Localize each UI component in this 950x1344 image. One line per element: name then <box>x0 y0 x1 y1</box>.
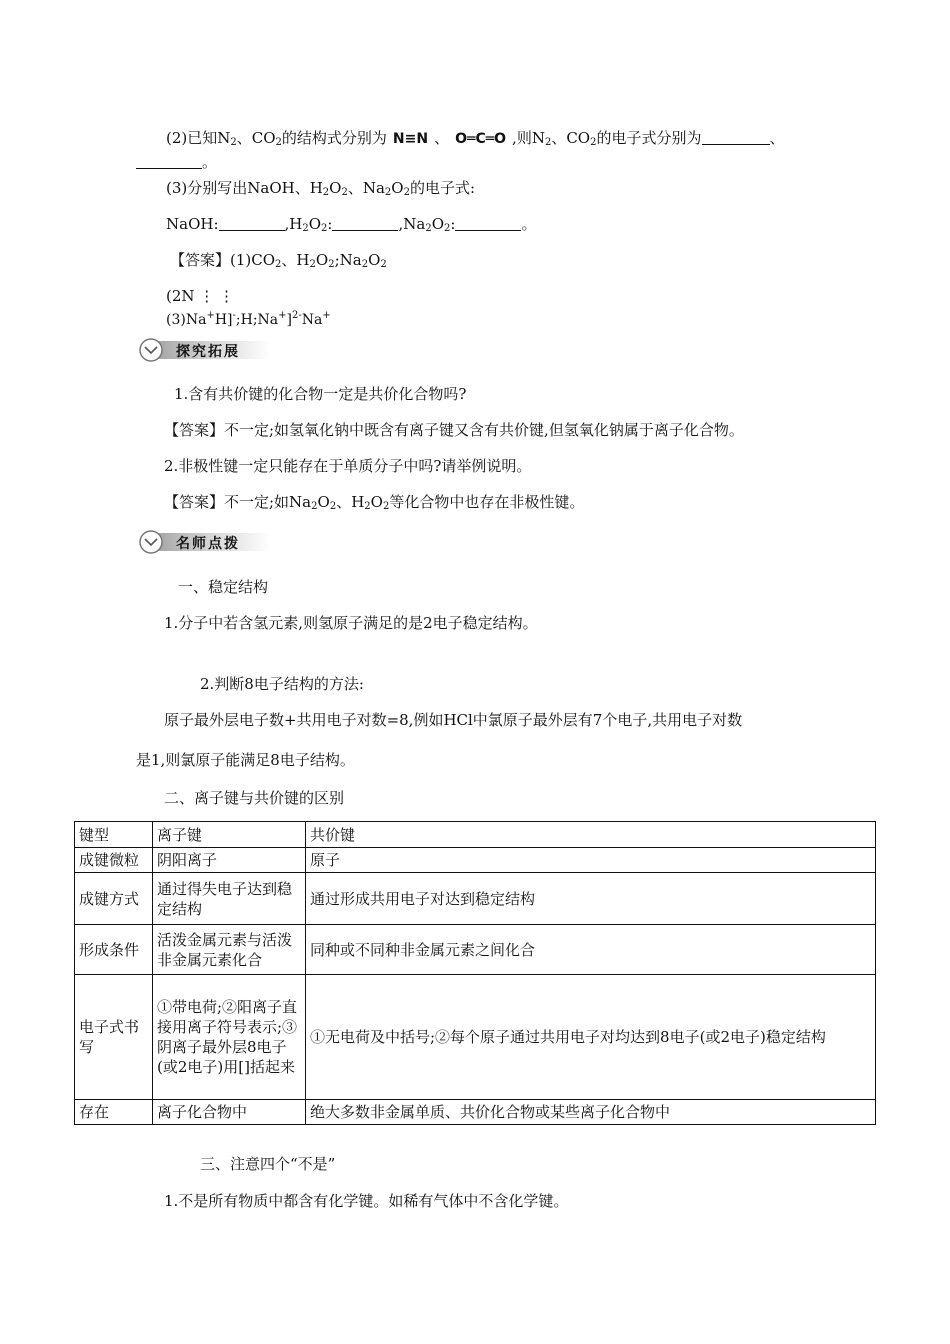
tip-paragraph-3b: 是1,则氯原子能满足8电子结构。 <box>136 751 355 769</box>
answer-blank[interactable] <box>332 216 398 231</box>
answer-line-1: 【答案】$(1)CO_2$、$H_2O_2;Na_2O_2$ <box>170 251 387 270</box>
table-row <box>75 848 876 873</box>
question-3-title: (3)分别写出NaOH、$H_2O_2$、$Na_2O_2$的电子式: <box>166 179 476 198</box>
explore-question-2: 2.非极性键一定只能存在于单质分子中吗?请举例说明。 <box>164 457 532 475</box>
heading-stable-structure: 一、稳定结构 <box>178 578 269 596</box>
table-header-cell: 键型 <box>75 822 153 848</box>
table-header-row <box>75 822 876 848</box>
explore-answer-1: 【答案】不一定;如氢氧化钠中既含有离子键又含有共价键,但氢氧化钠属于离子化合物。 <box>164 421 744 439</box>
n2-structural-formula: N≡N <box>392 131 429 147</box>
answer-blank[interactable] <box>455 216 521 231</box>
table-cell: 离子化合物中 <box>153 1100 306 1125</box>
table-cell: 通过得失电子达到稳定结构 <box>153 873 306 925</box>
explore-question-1: 1.含有共价键的化合物一定是共价化合物吗? <box>174 385 467 403</box>
explore-answer-2: 【答案】不一定;如$Na_2O_2$、$H_2O_2$等化合物中也存在非极性键。 <box>164 493 585 512</box>
tip-paragraph-2: 2.判断8电子结构的方法: <box>200 675 364 693</box>
answer-line-3: (3)Na+H]-;H;Na+]$^{2-}$Na+ <box>166 310 331 328</box>
table-cell: 成键微粒 <box>75 848 153 873</box>
question-2-line-cont: 。 <box>136 152 217 172</box>
table-row <box>75 873 876 925</box>
table-header-cell: 共价键 <box>306 822 876 848</box>
tip-paragraph-3a: 原子最外层电子数+共用电子对数=8,例如HCl中氯原子最外层有7个电子,共用电子对数 <box>164 711 743 729</box>
table-cell: 成键方式 <box>75 873 153 925</box>
table-row <box>75 975 876 1100</box>
table-cell: 电子式书写 <box>75 975 153 1100</box>
answer-blank[interactable] <box>136 154 202 169</box>
table-cell: 活泼金属元素与活泼非金属元素化合 <box>153 925 306 975</box>
table-header-cell: 离子键 <box>153 822 306 848</box>
section-banner-tips <box>136 529 270 555</box>
answer-blank[interactable] <box>702 130 770 145</box>
table-cell: 通过形成共用电子对达到稳定结构 <box>306 873 876 925</box>
table-row <box>75 925 876 975</box>
heading-bond-comparison: 二、离子键与共价键的区别 <box>164 789 345 807</box>
table-cell: ①带电荷;②阳离子直接用离子符号表示;③阴离子最外层8电子(或2电子)用[]括起来 <box>153 975 306 1100</box>
answer-line-2: (2N ⋮ ⋮ <box>166 287 235 305</box>
table-cell: 存在 <box>75 1100 153 1125</box>
table-cell: 形成条件 <box>75 925 153 975</box>
answer-blank[interactable] <box>219 216 285 231</box>
co2-structural-formula: O═C═O <box>455 131 507 147</box>
banner-title: 名师点拨 <box>176 536 240 552</box>
section-banner-explore <box>136 337 270 363</box>
table-cell: ①无电荷及中括号;②每个原子通过共用电子对均达到8电子(或2电子)稳定结构 <box>306 975 876 1100</box>
tip-paragraph-4: 1.不是所有物质中都含有化学键。如稀有气体中不含化学键。 <box>164 1192 569 1210</box>
question-3-blanks: NaOH: $,H_2O_2$: $,Na_2O_2$: 。 <box>166 215 537 234</box>
table-cell: 阴阳离子 <box>153 848 306 873</box>
table-row <box>75 1100 876 1125</box>
question-2-line: (2)已知$N_2$、$CO_2$的结构式分别为 N≡N 、 O═C═O ,则$N_2$、$CO_2$的电子式分别为 、 <box>166 129 785 148</box>
tip-paragraph-1: 1.分子中若含氢元素,则氢原子满足的是2电子稳定结构。 <box>164 614 538 632</box>
heading-four-nots: 三、注意四个“不是” <box>200 1155 336 1173</box>
table-cell: 同种或不同种非金属元素之间化合 <box>306 925 876 975</box>
table-cell: 绝大多数非金属单质、共价化合物或某些离子化合物中 <box>306 1100 876 1125</box>
banner-title: 探究拓展 <box>176 344 240 360</box>
table-cell: 原子 <box>306 848 876 873</box>
bond-comparison-table <box>74 821 876 1125</box>
